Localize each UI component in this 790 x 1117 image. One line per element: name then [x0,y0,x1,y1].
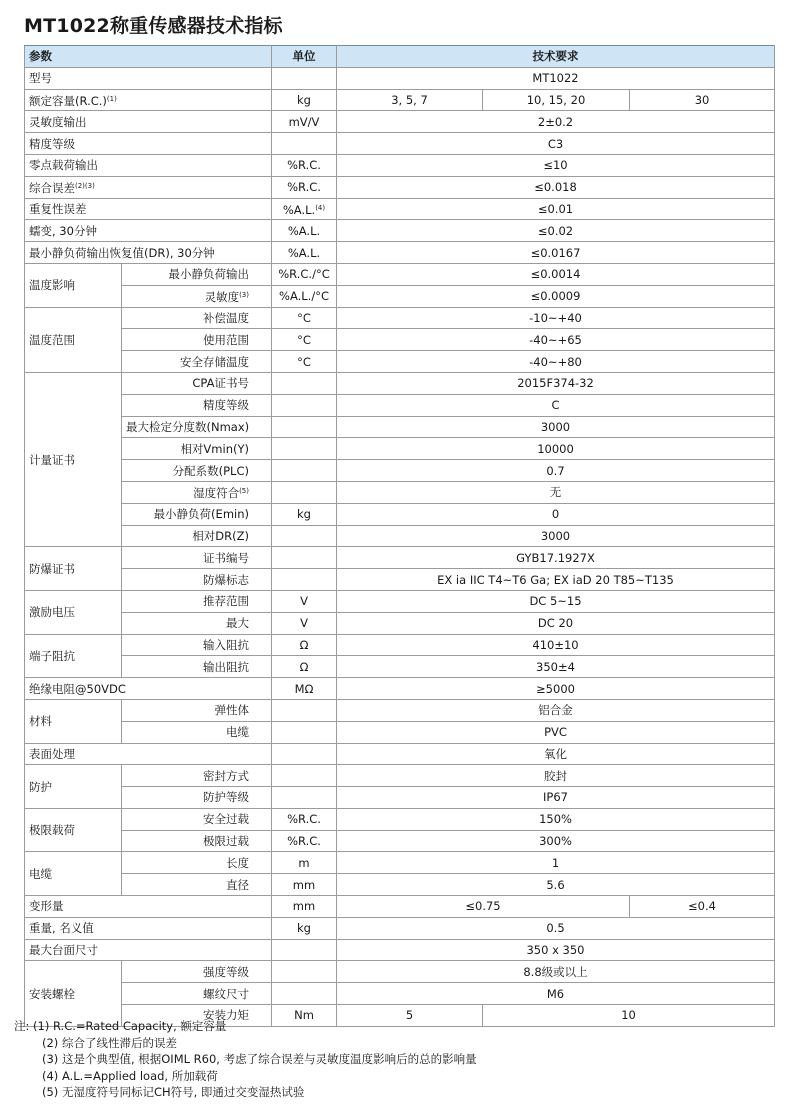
value-rated-2: 10, 15, 20 [483,89,630,111]
param-mat-2: 电缆 [122,721,272,743]
value-bolt-2: M6 [337,983,775,1005]
group-bolt: 安装螺栓 [25,961,122,1026]
table-row [25,852,775,874]
value-insulation: ≥5000 [337,678,775,700]
unit-zero: %R.C. [272,154,337,176]
group-limit-load: 极限载荷 [25,808,122,852]
unit-deflection: mm [272,896,337,918]
table-row [25,830,775,852]
param-bolt-1: 强度等级 [122,961,272,983]
group-cert: 计量证书 [25,372,122,546]
unit-cert-4 [272,438,337,460]
param-imp-2: 输出阻抗 [122,656,272,678]
table-row [25,198,775,220]
value-cert-2: C [337,394,775,416]
unit-mat-1 [272,699,337,721]
value-acc: C3 [337,133,775,155]
value-model: MT1022 [337,67,775,89]
unit-cert-3 [272,416,337,438]
table-row [25,678,775,700]
param-temp-rng-3: 安全存储温度 [122,351,272,373]
table-row [25,111,775,133]
param-lim-2: 极限过载 [122,830,272,852]
unit-rated: kg [272,89,337,111]
table-row [25,154,775,176]
page-title: MT1022称重传感器技术指标 [24,15,283,37]
table-row [25,590,775,612]
param-bolt-3: 安装力矩 [122,1005,272,1027]
param-mat-1: 弹性体 [122,699,272,721]
group-cable: 电缆 [25,852,122,896]
param-surface: 表面处理 [25,743,272,765]
param-lim-1: 安全过载 [122,808,272,830]
value-lim-1: 150% [337,808,775,830]
value-cert-1: 2015F374-32 [337,372,775,394]
value-temp-rng-1: -10~+40 [337,307,775,329]
group-impedance: 端子阻抗 [25,634,122,678]
value-weight: 0.5 [337,917,775,939]
param-ex-2: 防爆标志 [122,569,272,591]
table-row [25,329,775,351]
unit-imp-1: Ω [272,634,337,656]
footnote-4: (4) A.L.=Applied load, 所加载荷 [42,1068,218,1083]
param-cert-4: 相对Vmin(Y) [122,438,272,460]
table-row [25,547,775,569]
unit-acc [272,133,337,155]
param-rated: 额定容量$(R.C.)^{(1)}$ [25,89,272,111]
param-zero: 零点载荷输出 [25,154,272,176]
table-row [25,874,775,896]
group-temp-range: 温度范围 [25,307,122,372]
footnote-3: (3) 这是个典型值, 根据OIML R60, 考虑了综合误差与灵敏度温度影响后的总的影响量 [42,1052,477,1066]
group-excitation: 激励电压 [25,590,122,634]
value-prot-1: 胶封 [337,765,775,787]
table-row [25,89,775,111]
param-temp-rng-1: 补偿温度 [122,307,272,329]
footnote-5: (5) 无湿度符号同标记CH符号, 即通过交变湿热试验 [42,1085,305,1099]
value-exc-2: DC 20 [337,612,775,634]
table-row [25,634,775,656]
param-temp-rng-2: 使用范围 [122,329,272,351]
header-unit: 单位 [272,46,337,68]
value-rep: ≤0.01 [337,198,775,220]
table-row [25,896,775,918]
value-exc-1: DC 5~15 [337,590,775,612]
value-cert-7: 0 [337,503,775,525]
table-row [25,808,775,830]
unit-creep: %A.L. [272,220,337,242]
table-row [25,351,775,373]
table-row [25,743,775,765]
table-row [25,372,775,394]
table-row [25,721,775,743]
unit-cert-6 [272,481,337,503]
spec-table [24,45,775,1027]
table-row [25,481,775,503]
unit-lim-1: %R.C. [272,808,337,830]
unit-exc-2: V [272,612,337,634]
unit-cert-2 [272,394,337,416]
table-header-row [25,46,775,68]
param-cable-2: 直径 [122,874,272,896]
table-row [25,176,775,198]
unit-prot-2 [272,787,337,809]
value-lim-2: 300% [337,830,775,852]
footnote-1: 注: (1) R.C.=Rated Capacity, 额定容量 [14,1019,227,1033]
unit-temp-rng-3: °C [272,351,337,373]
unit-bolt-1 [272,961,337,983]
param-cert-1: CPA证书号 [122,372,272,394]
param-imp-1: 输入阻抗 [122,634,272,656]
value-imp-2: 350±4 [337,656,775,678]
value-rated-1: 3, 5, 7 [337,89,483,111]
unit-temp-eff-1: %R.C./°C [272,263,337,285]
table-row [25,983,775,1005]
unit-prot-1 [272,765,337,787]
unit-cert-7: kg [272,503,337,525]
table-row [25,416,775,438]
value-cert-6: 无 [337,481,775,503]
param-cert-8: 相对DR(Z) [122,525,272,547]
table-row [25,460,775,482]
table-row [25,656,775,678]
param-cert-2: 精度等级 [122,394,272,416]
table-row [25,569,775,591]
group-material: 材料 [25,699,122,743]
value-ex-2: EX ia IIC T4~T6 Ga; EX iaD 20 T85~T135 [337,569,775,591]
table-row [25,394,775,416]
unit-bolt-3: Nm [272,1005,337,1027]
unit-comb: %R.C. [272,176,337,198]
value-zero: ≤10 [337,154,775,176]
table-row [25,263,775,285]
param-prot-2: 防护等级 [122,787,272,809]
value-dr: ≤0.0167 [337,242,775,264]
value-cable-2: 5.6 [337,874,775,896]
table-row [25,525,775,547]
value-cert-4: 10000 [337,438,775,460]
unit-mat-2 [272,721,337,743]
value-deflection-2: ≤0.4 [630,896,775,918]
value-cable-1: 1 [337,852,775,874]
table-row [25,939,775,961]
value-surface: 氧化 [337,743,775,765]
value-imp-1: 410±10 [337,634,775,656]
param-bolt-2: 螺纹尺寸 [122,983,272,1005]
value-cert-5: 0.7 [337,460,775,482]
param-creep: 蠕变, 30分钟 [25,220,272,242]
param-sens: 灵敏度输出 [25,111,272,133]
group-ex: 防爆证书 [25,547,122,591]
unit-cable-1: m [272,852,337,874]
table-row [25,307,775,329]
group-protection: 防护 [25,765,122,809]
param-weight: 重量, 名义值 [25,917,272,939]
unit-platform [272,939,337,961]
table-row [25,612,775,634]
unit-temp-rng-2: °C [272,329,337,351]
unit-ex-2 [272,569,337,591]
param-insulation: 绝缘电阻@50VDC [25,678,272,700]
unit-imp-2: Ω [272,656,337,678]
unit-ex-1 [272,547,337,569]
table-row [25,242,775,264]
value-cert-8: 3000 [337,525,775,547]
value-deflection-1: ≤0.75 [337,896,630,918]
value-ex-1: GYB17.1927X [337,547,775,569]
table-row [25,285,775,307]
value-temp-eff-2: ≤0.0009 [337,285,775,307]
table-row [25,699,775,721]
param-temp-eff-1: 最小静负荷输出 [122,263,272,285]
value-bolt-3-1: 5 [337,1005,483,1027]
unit-insulation: MΩ [272,678,337,700]
param-prot-1: 密封方式 [122,765,272,787]
value-platform: 350 x 350 [337,939,775,961]
unit-weight: kg [272,917,337,939]
unit-cert-8 [272,525,337,547]
value-cert-3: 3000 [337,416,775,438]
value-mat-2: PVC [337,721,775,743]
value-temp-eff-1: ≤0.0014 [337,263,775,285]
unit-exc-1: V [272,590,337,612]
unit-cert-1 [272,372,337,394]
value-bolt-3-2: 10 [483,1005,775,1027]
header-requirement: 技术要求 [337,46,775,68]
param-comb: 综合误差$^{(2)(3)}$ [25,176,272,198]
param-temp-eff-2: 灵敏度$^{(3)}$ [122,285,272,307]
value-bolt-1: 8.8级或以上 [337,961,775,983]
table-row [25,765,775,787]
param-acc: 精度等级 [25,133,272,155]
unit-rep: %A.L.$^{(4)}$ [272,198,337,220]
param-cert-6: 湿度符合$^{(5)}$ [122,481,272,503]
param-platform: 最大台面尺寸 [25,939,272,961]
unit-cert-5 [272,460,337,482]
param-cable-1: 长度 [122,852,272,874]
param-cert-5: 分配系数(PLC) [122,460,272,482]
unit-dr: %A.L. [272,242,337,264]
unit-temp-eff-2: %A.L./°C [272,285,337,307]
unit-bolt-2 [272,983,337,1005]
unit-lim-2: %R.C. [272,830,337,852]
param-cert-3: 最大检定分度数(Nmax) [122,416,272,438]
table-row [25,917,775,939]
table-row [25,787,775,809]
param-exc-2: 最大 [122,612,272,634]
param-model: 型号 [25,67,272,89]
table-row [25,438,775,460]
value-creep: ≤0.02 [337,220,775,242]
param-deflection: 变形量 [25,896,272,918]
unit-surface [272,743,337,765]
table-row [25,67,775,89]
unit-cable-2: mm [272,874,337,896]
param-rep: 重复性误差 [25,198,272,220]
value-temp-rng-3: -40~+80 [337,351,775,373]
unit-temp-rng-1: °C [272,307,337,329]
value-comb: ≤0.018 [337,176,775,198]
header-param: 参数 [25,46,272,68]
value-prot-2: IP67 [337,787,775,809]
param-dr: 最小静负荷输出恢复值(DR), 30分钟 [25,242,272,264]
table-row [25,503,775,525]
unit-sens: mV/V [272,111,337,133]
table-row [25,133,775,155]
value-sens: 2±0.2 [337,111,775,133]
group-temp-effect: 温度影响 [25,263,122,307]
value-rated-3: 30 [630,89,775,111]
param-ex-1: 证书编号 [122,547,272,569]
footnotes [14,1018,477,1101]
table-row [25,220,775,242]
value-mat-1: 铝合金 [337,699,775,721]
unit-model [272,67,337,89]
footnote-2: (2) 综合了线性滞后的误差 [42,1035,177,1050]
table-row [25,961,775,983]
value-temp-rng-2: -40~+65 [337,329,775,351]
param-cert-7: 最小静负荷(Emin) [122,503,272,525]
param-exc-1: 推荐范围 [122,590,272,612]
